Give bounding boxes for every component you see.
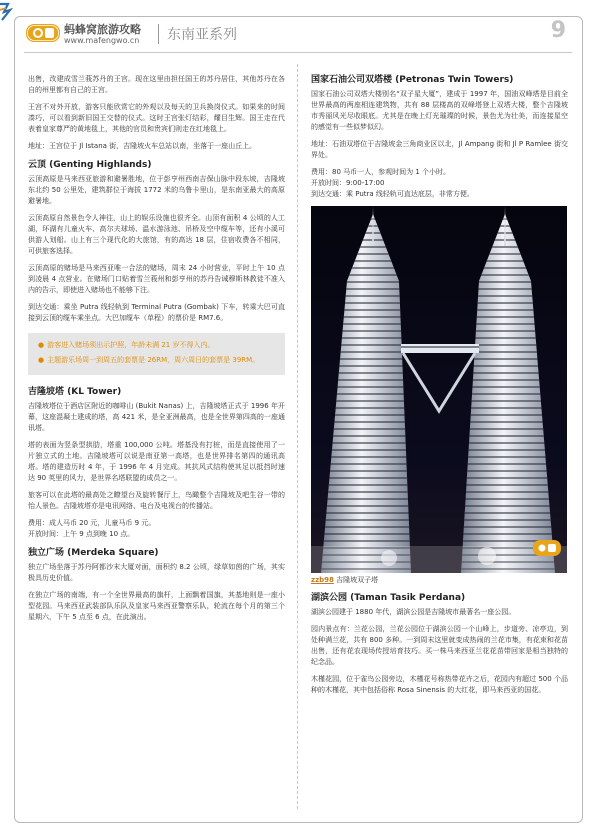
header-separator: [158, 24, 159, 44]
page-header: [24, 18, 572, 52]
paragraph: 地址：王宫位于 Jl Istana 街，吉隆坡火车总站以南，坐落于一座山丘上。: [28, 142, 257, 150]
tip-text: 主题游乐场周一到周五的套票是 26RM，周六周日的套票是 39RM。: [47, 356, 260, 364]
paragraph: 吉隆坡塔位于酒店区附近的咖啡山 (Bukit Nanas) 上，吉隆坡塔正式于 1996 年开幕，这座混凝土建成的塔，高 421 米，是全亚洲最高，也是全世界第四高的一座通讯塔。: [28, 402, 285, 432]
paragraph: 开放时间：上午 9 点到晚 10 点。: [28, 530, 135, 538]
brand-url: www.mafengwo.cn: [64, 36, 140, 45]
paragraph: 湖滨公园建于 1880 年代，湖滨公园是吉隆坡市最著名一座公园。: [311, 608, 516, 616]
tip-text: 游客进入赌场须出示护照，年龄未满 21 岁不得入内。: [47, 341, 215, 349]
paragraph: 到达交通：乘 Putra 线轻轨可直达底层，非常方便。: [311, 190, 474, 198]
photo-author-link[interactable]: zzb98: [311, 576, 334, 584]
left-column: [28, 74, 285, 629]
section-title-perdana: 湖滨公园 (Taman Tasik Perdana): [311, 593, 466, 603]
paragraph: 塔的表面为竖条型拱肋，塔重 100,000 公吨。塔基没有打桩，而是直接使用了一片独立式的土地。吉隆坡塔可以说是南亚第一高塔，也是世界排名第四的通讯高塔。塔的建造历时 4 年，于 1996 年 4 月完成。其抗风式结构使其足以抵挡时速达 90 英里的风力，是世界名塔联盟的成员之一。: [28, 441, 285, 482]
header-rule: [24, 52, 572, 53]
mafengwo-logo-icon: [26, 22, 60, 44]
brand-name: 蚂蜂窝旅游攻略: [64, 23, 141, 36]
paragraph: 国家石油公司双塔大楼别名“双子星大厦”，建成于 1997 年，国油双峰塔是目前全世界最高的两座相连建筑物，共有 88 层楼高的双峰塔登上双塔大楼，整个吉隆坡市秀丽风光尽收眼底。尤其是在晚上灯光璀璨的时候，景色尤为壮美，而连接星空的感觉有一些似梦似幻。: [311, 90, 568, 131]
paragraph: 开放时间：9:00-17:00: [311, 179, 385, 187]
bullet-icon: ●: [38, 356, 45, 364]
paragraph: 王宫不对外开放，游客只能欣赏它的外观以及每天的卫兵换岗仪式。如果来的时间凑巧，可以看到新旧国王交替的仪式。这时王宫张灯结彩，耀目生辉。国王走在代表着皇家尊严的黄地毯上，其他的官员和贵宾们则走在红地毯上。: [28, 103, 285, 133]
paragraph: 木槿花园，位于雀鸟公园旁边，木槿花号称热带花卉之后，花园内有超过 500 个品种的木槿花，其中包括俗称 Rosa Sinensis 的大红花，即马来西亚的国花。: [311, 675, 568, 694]
paragraph: 云顶高原的赌场是马来西亚唯一合法的赌场，周末 24 小时营业，平时上午 10 点到凌晨 4 点营业。在赌场门口贴着雪兰莪州和彭亨州的苏丹告诫穆斯林教徒不准入内的告示，即使进入赌场也不能够下注。: [28, 264, 285, 294]
column-divider: [297, 64, 298, 809]
paragraph: 独立广场坐落于苏丹阿都沙末大厦对面，面积约 8.2 公顷，绿草如茵的广场，其实极具历史价值。: [28, 563, 285, 582]
caption-text: 吉隆坡双子塔: [336, 576, 379, 584]
paragraph: 园内景点有：兰花公园，兰花公园位于湖滨公园一个山峰上，步道旁、凉亭边，到处种满兰花，共有 800 多种。一到周末这里就变成热闹的兰花市集，有花束和花苗出售，还有花农现场传授培育技巧。买一株马来西亚兰花花苗带回家是相当独特的纪念品。: [311, 625, 568, 666]
right-column: [311, 74, 568, 702]
paragraph: 地址：石油双塔位于吉隆坡金三角商业区以北，Jl Ampang 街和 Jl P Ramlee 街交界处。: [311, 140, 568, 159]
paragraph: 旅客可以在此塔的最高处之瞭望台及旋转餐厅上，鸟瞰整个吉隆坡及吧生谷一带的怡人景色。吉隆坡塔亦是电讯网络、电台及电视台的传播站。: [28, 491, 285, 510]
tips-box: [28, 333, 285, 375]
tip-item: [38, 355, 275, 366]
series-title: 东南亚系列: [167, 27, 237, 43]
page-number: 9: [550, 18, 566, 43]
paragraph: 云顶高原是马来西亚旅游和避暑胜地，位于彭亨州西南吉保山脉中段东坡，吉隆坡东北约 50 公里处，建筑群位于海拔 1772 米的乌鲁卡里山，是东南亚最大的高原避暑地。: [28, 175, 285, 205]
photo-caption: [311, 575, 568, 585]
tip-item: [38, 340, 275, 351]
paragraph: 费用：成人马币 20 元，儿童马币 9 元。: [28, 519, 156, 527]
paragraph: 出售，改建成雪兰莪苏丹的王宫。现在这里由担任国王的苏丹居住，其他苏丹在各自的州里都有自己的王宫。: [28, 75, 285, 94]
section-title-kl-tower: 吉隆坡塔 (KL Tower): [28, 387, 122, 397]
section-title-merdeka: 独立广场 (Merdeka Square): [28, 548, 159, 558]
paragraph: 到达交通：乘坐 Putra 线轻轨到 Terminal Putra (Gombak) 下车，转乘大巴可直接到云顶的缆车乘坐点。大巴加缆车（单程）的票价是 RM7.6。: [28, 303, 285, 322]
paragraph: 费用：80 马币一人，参观时间为 1 个小时。: [311, 168, 451, 176]
corner-ornament-icon: [0, 0, 16, 22]
section-title-genting: 云顶 (Genting Highlands): [28, 160, 152, 170]
paragraph: 在独立广场的南端，有一个全世界最高的旗杆，上面飘着国旗，其基地则是一座小型花园。马来西亚武装部队乐队及皇家马来西亚警察乐队，轮流在每个月的第三个星期六，下午 5 点至 6 点，在此演出。: [28, 591, 285, 621]
section-title-petronas: 国家石油公司双塔楼 (Petronas Twin Towers): [311, 75, 514, 85]
petronas-towers-photo: [311, 206, 567, 573]
paragraph: 云顶高原自然景色令人神往，山上的娱乐设施也很齐全。山顶有面积 4 公顷的人工湖，环湖有儿童火车、高尔夫球场、温水游泳池、吊桥及空中缆车等，还有小溪可供游人划船。山上有三个现代化的大旅馆，有的高达 18 层，住宿收费各不相同，可供旅客选择。: [28, 214, 285, 255]
bullet-icon: ●: [38, 341, 45, 349]
